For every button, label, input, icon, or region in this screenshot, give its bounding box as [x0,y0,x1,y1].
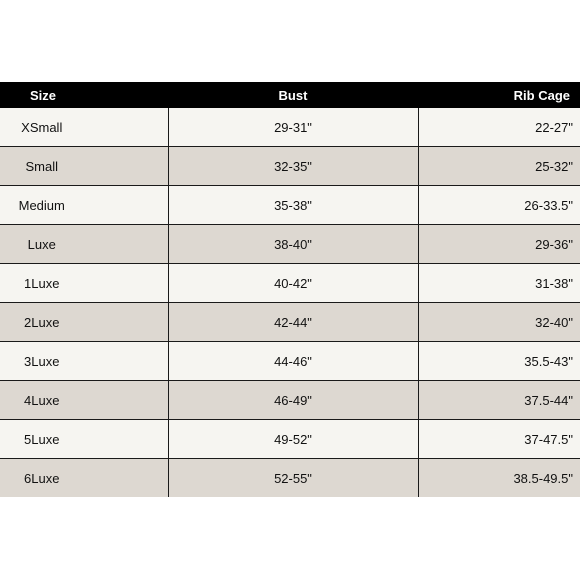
rib-cage-cell: 29-36" [418,225,580,264]
bust-cell: 29-31" [168,108,418,147]
rib-cage-cell: 35.5-43" [418,342,580,381]
size-chart-table [0,82,580,497]
size-cell: 4Luxe [0,381,168,420]
table-row [0,342,580,381]
size-cell: 6Luxe [0,459,168,498]
table-row [0,420,580,459]
bust-cell: 52-55" [168,459,418,498]
bust-cell: 42-44" [168,303,418,342]
table-row [0,381,580,420]
table-row [0,147,580,186]
rib-cage-cell: 38.5-49.5" [418,459,580,498]
size-cell: Medium [0,186,168,225]
bust-cell: 32-35" [168,147,418,186]
rib-cage-cell: 26-33.5" [418,186,580,225]
rib-cage-cell: 37-47.5" [418,420,580,459]
table-row [0,225,580,264]
table-row [0,186,580,225]
rib-cage-cell: 31-38" [418,264,580,303]
table-row [0,264,580,303]
table-row [0,303,580,342]
header-rib-cage: Rib Cage [418,82,580,108]
rib-cage-cell: 22-27" [418,108,580,147]
table-body [0,108,580,497]
bust-cell: 40-42" [168,264,418,303]
size-cell: 5Luxe [0,420,168,459]
bust-cell: 44-46" [168,342,418,381]
size-cell: 2Luxe [0,303,168,342]
table-row [0,459,580,498]
table-row [0,108,580,147]
bust-cell: 49-52" [168,420,418,459]
rib-cage-cell: 37.5-44" [418,381,580,420]
header-size: Size [0,82,168,108]
bust-cell: 46-49" [168,381,418,420]
rib-cage-cell: 32-40" [418,303,580,342]
header-bust: Bust [168,82,418,108]
bust-cell: 35-38" [168,186,418,225]
size-cell: XSmall [0,108,168,147]
size-cell: 1Luxe [0,264,168,303]
header-row [0,82,580,108]
bust-cell: 38-40" [168,225,418,264]
size-cell: Luxe [0,225,168,264]
table-header [0,82,580,108]
rib-cage-cell: 25-32" [418,147,580,186]
size-cell: Small [0,147,168,186]
size-cell: 3Luxe [0,342,168,381]
